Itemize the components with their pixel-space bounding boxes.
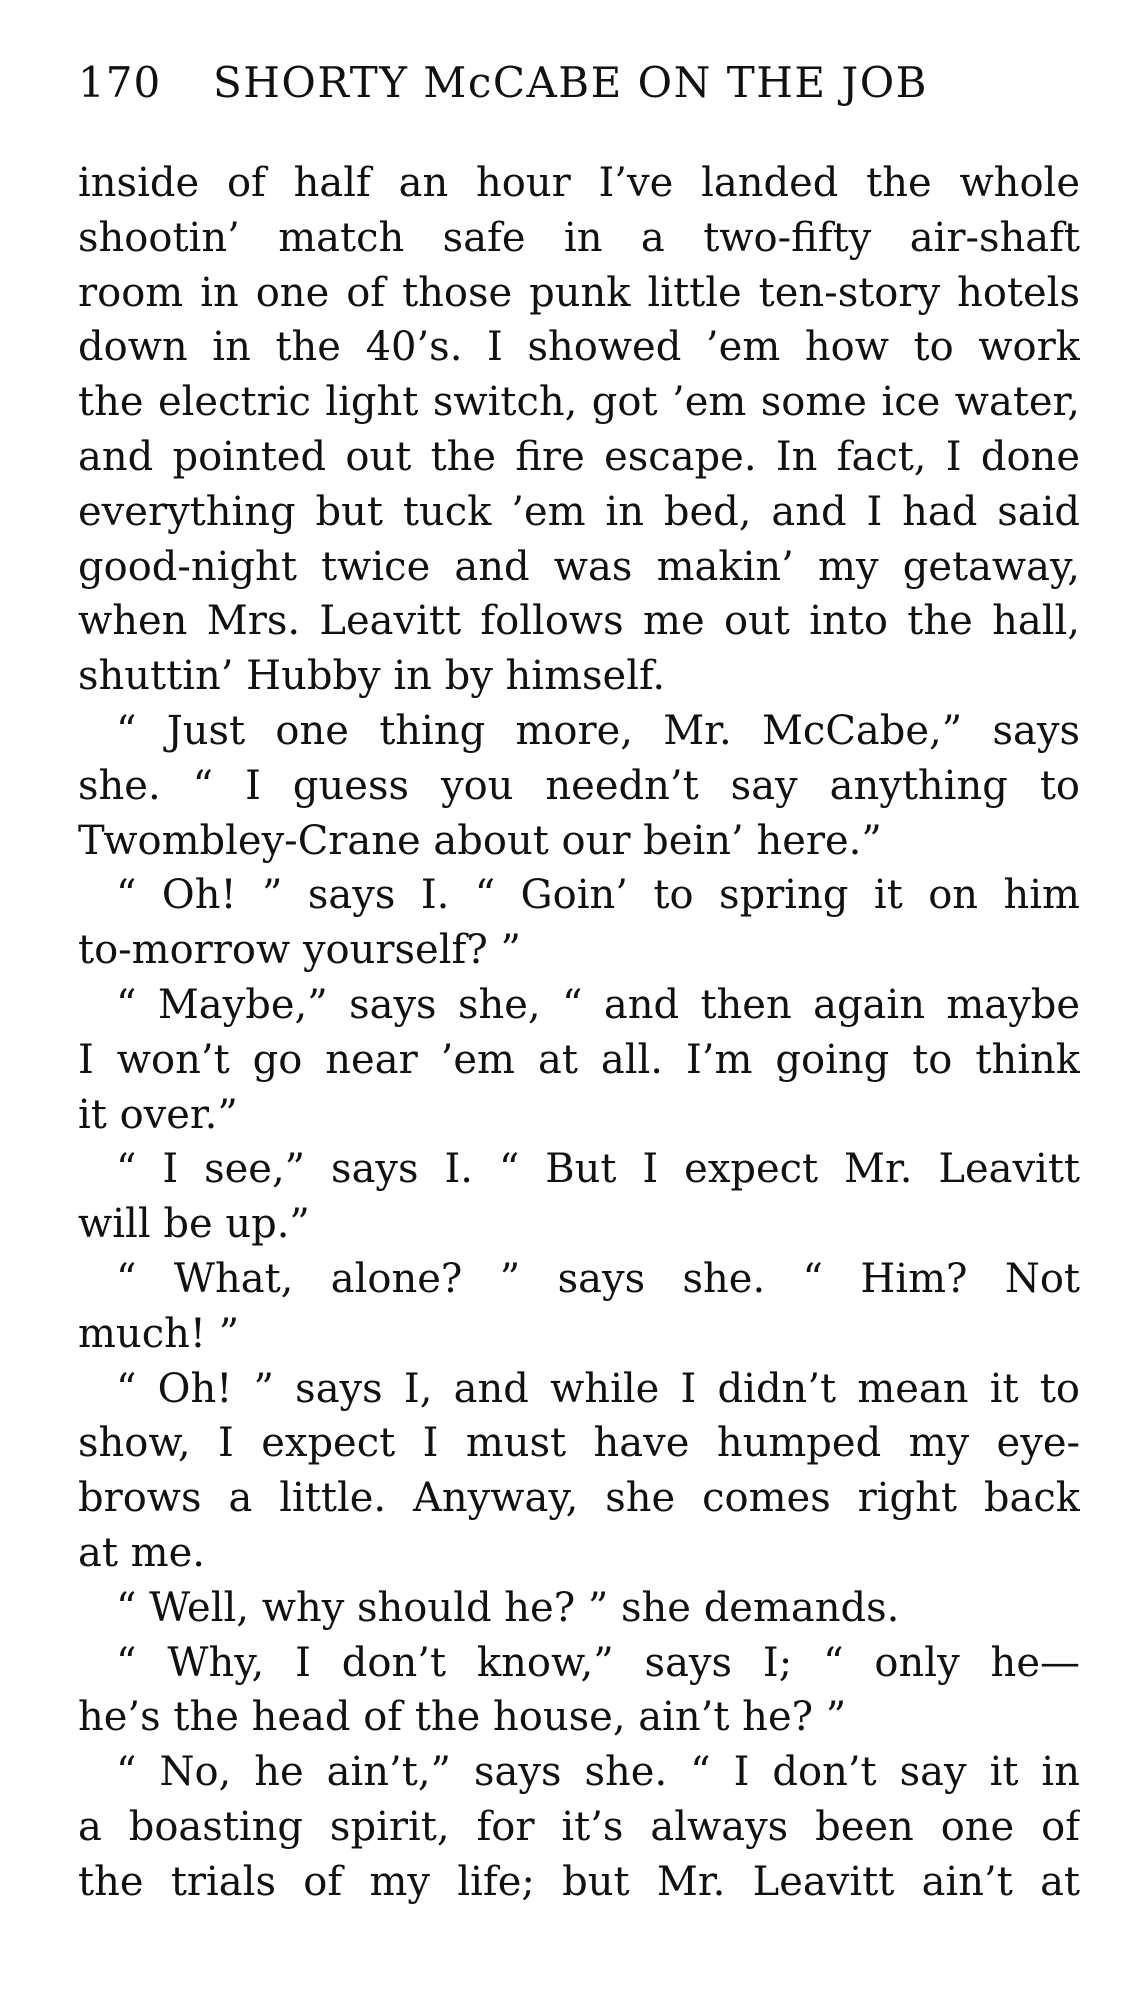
text-line: will be up.” <box>78 1201 310 1248</box>
page-number: 170 <box>78 58 162 107</box>
text-line: brows a little. Anyway, she comes right back <box>78 1475 1080 1522</box>
text-line: room in one of those punk little ten-story hotels <box>78 269 1080 316</box>
text-line: “ No, he ain’t,” says she. “ I don’t say it in <box>116 1749 1080 1796</box>
body-text <box>78 156 1080 1910</box>
text-line: “ Why, I don’t know,” says I; “ only he— <box>116 1639 1080 1686</box>
text-line: much! ” <box>78 1310 240 1357</box>
text-line: it over.” <box>78 1091 238 1138</box>
text-line: shuttin’ Hubby in by himself. <box>78 653 666 700</box>
text-line: she. “ I guess you needn’t say anything to <box>78 762 1080 809</box>
text-line: and pointed out the fire escape. In fact, I done <box>78 433 1080 480</box>
text-line: the electric light switch, got ’em some ice water, <box>78 379 1080 426</box>
page-header <box>78 58 1080 118</box>
text-line: “ Oh! ” says I. “ Goin’ to spring it on him <box>116 872 1080 919</box>
text-line: I won’t go near ’em at all. I’m going to think <box>78 1036 1080 1083</box>
text-line: Twombley-Crane about our bein’ here.” <box>78 817 882 864</box>
text-line: to-morrow yourself? ” <box>78 927 521 974</box>
text-line: good-night twice and was makin’ my getaway, <box>78 543 1080 590</box>
text-line: “ Just one thing more, Mr. McCabe,” says <box>116 707 1080 754</box>
text-line: when Mrs. Leavitt follows me out into the hall, <box>78 598 1080 645</box>
text-line: show, I expect I must have humped my eye- <box>78 1420 1080 1467</box>
text-line: “ What, alone? ” says she. “ Him? Not <box>116 1255 1080 1302</box>
text-line: shootin’ match safe in a two-fifty air-shaft <box>78 214 1080 261</box>
text-line: a boasting spirit, for it’s always been one of <box>78 1803 1080 1850</box>
text-line: “ Well, why should he? ” she demands. <box>116 1584 900 1631</box>
text-line: “ Oh! ” says I, and while I didn’t mean it to <box>116 1365 1080 1412</box>
text-line: “ Maybe,” says she, “ and then again maybe <box>116 981 1080 1028</box>
text-line: the trials of my life; but Mr. Leavitt ain’t at <box>78 1858 1080 1905</box>
text-line: everything but tuck ’em in bed, and I had said <box>78 488 1080 535</box>
running-title: SHORTY McCABE ON THE JOB <box>213 58 928 107</box>
text-line: inside of half an hour I’ve landed the whole <box>78 160 1080 206</box>
text-line: at me. <box>78 1529 205 1576</box>
text-line: he’s the head of the house, ain’t he? ” <box>78 1694 847 1741</box>
text-line: down in the 40’s. I showed ’em how to work <box>78 324 1080 371</box>
text-line: “ I see,” says I. “ But I expect Mr. Leavitt <box>116 1146 1080 1193</box>
